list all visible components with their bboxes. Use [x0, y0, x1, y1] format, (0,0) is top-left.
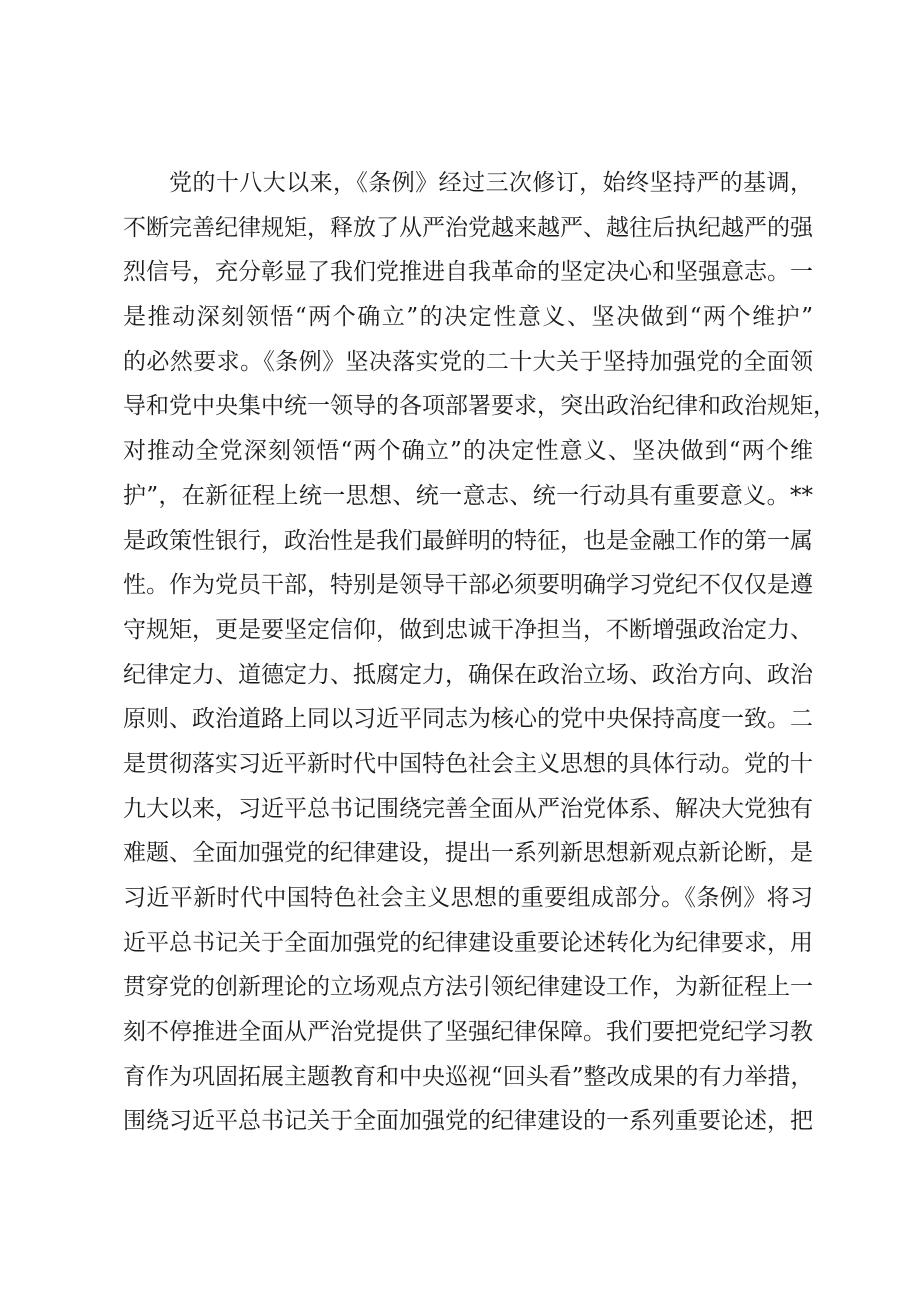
paragraph-line: 党的十八大以来，《条例》经过三次修订，始终坚持严的基调，: [169, 170, 813, 196]
paragraph-line: 是政策性银行，政治性是我们最鲜明的特征，也是金融工作的第一属: [123, 527, 813, 554]
paragraph-line: 育作为巩固拓展主题教育和中央巡视“回头看”整改成果的有力举措，: [123, 1063, 814, 1090]
paragraph-line: 烈信号，充分彰显了我们党推进自我革命的坚定决心和坚强意志。一: [123, 259, 813, 286]
paragraph-line: 围绕习近平总书记关于全面加强党的纪律建设的一系列重要论述，把: [123, 1108, 813, 1135]
paragraph-line: 守规矩，更是要坚定信仰，做到忠诚干净担当，不断增强政治定力、: [123, 616, 813, 643]
paragraph-line: 九大以来，习近平总书记围绕完善全面从严治党体系、解决大党独有: [123, 795, 813, 822]
paragraph-line: 不断完善纪律规矩，释放了从严治党越来越严、越往后执纪越严的强: [123, 214, 813, 241]
paragraph-line: 是贯彻落实习近平新时代中国特色社会主义思想的具体行动。党的十: [123, 750, 813, 777]
paragraph-line: 原则、政治道路上同以习近平同志为核心的党中央保持高度一致。二: [123, 706, 813, 733]
paragraph-line: 护”，在新征程上统一思想、统一意志、统一行动具有重要意义。**: [123, 482, 813, 509]
paragraph-line: 近平总书记关于全面加强党的纪律建设重要论述转化为纪律要求，用: [123, 929, 813, 956]
paragraph-line: 性。作为党员干部，特别是领导干部必须要明确学习党纪不仅仅是遵: [123, 572, 813, 599]
paragraph-line: 的必然要求。《条例》坚决落实党的二十大关于坚持加强党的全面领: [123, 348, 813, 375]
paragraph-line: 习近平新时代中国特色社会主义思想的重要组成部分。《条例》将习: [123, 885, 813, 911]
paragraph-line: 贯穿党的创新理论的立场观点方法引领纪律建设工作，为新征程上一: [123, 974, 813, 1001]
body-paragraph: [123, 161, 836, 1144]
paragraph-line: 刻不停推进全面从严治党提供了坚强纪律保障。我们要把党纪学习教: [123, 1019, 813, 1046]
paragraph-line: 难题、全面加强党的纪律建设，提出一系列新思想新观点新论断，是: [123, 840, 813, 867]
paragraph-line: 是推动深刻领悟“两个确立”的决定性意义、坚决做到“两个维护”: [123, 304, 813, 331]
paragraph-line: 纪律定力、道德定力、抵腐定力，确保在政治立场、政治方向、政治: [123, 661, 813, 688]
paragraph-line: 对推动全党深刻领悟“两个确立”的决定性意义、坚决做到“两个维: [123, 438, 813, 465]
paragraph-line: 导和党中央集中统一领导的各项部署要求，突出政治纪律和政治规矩，: [123, 393, 836, 420]
